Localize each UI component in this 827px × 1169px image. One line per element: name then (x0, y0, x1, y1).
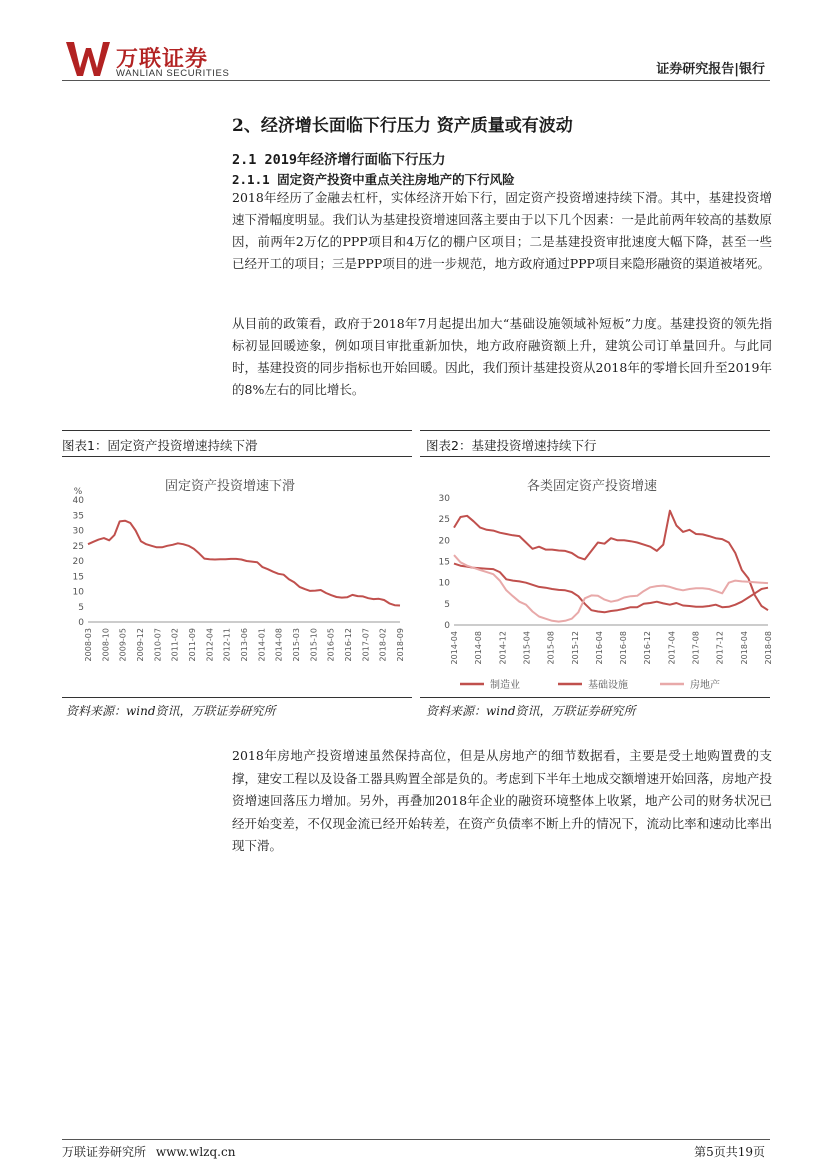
figure1-top-rule (62, 430, 412, 431)
y-tick-label: 5 (78, 602, 84, 613)
x-tick-label: 2014-12 (498, 631, 508, 665)
figure2-caption-rule (420, 456, 770, 457)
x-tick-label: 2017-07 (361, 628, 371, 662)
x-tick-label: 2011-02 (170, 628, 180, 662)
y-tick-label: 20 (72, 557, 84, 567)
footer-org (62, 1143, 235, 1160)
legend-label-基础设施: 基础设施 (588, 680, 628, 691)
figure1-bottom-rule (62, 697, 412, 698)
x-tick-label: 2009-05 (118, 628, 128, 662)
figure1-caption: 图表1：固定资产投资增速持续下滑 (62, 438, 258, 453)
x-tick-label: 2017-08 (691, 631, 701, 665)
report-type-label: 证券研究报告|银行 (656, 62, 765, 77)
x-tick-label: 2016-05 (326, 628, 336, 662)
figure1-source: 资料来源：wind资讯，万联证券研究所 (66, 704, 276, 718)
series-line-制造业 (454, 564, 768, 613)
figure1-caption-rule (62, 456, 412, 457)
figure2-bottom-rule (420, 697, 770, 698)
y-tick-label: 30 (72, 526, 84, 537)
logo-english-name: WANLIAN SECURITIES (116, 68, 230, 79)
x-tick-label: 2008-03 (84, 628, 93, 662)
y-axis-unit-label: % (73, 487, 83, 497)
y-tick-label: 30 (438, 494, 450, 504)
x-tick-label: 2014-08 (274, 628, 284, 662)
footer-website-link[interactable]: www.wlzq.cn (155, 1145, 236, 1159)
x-tick-label: 2012-04 (205, 628, 215, 662)
x-tick-label: 2009-12 (136, 628, 145, 662)
y-tick-label: 0 (78, 618, 84, 628)
x-tick-label: 2018-08 (764, 631, 773, 665)
series-line-main (88, 521, 400, 606)
chart1-title: 固定资产投资增速下滑 (165, 479, 296, 494)
body-paragraph-1: 2018年经历了金融去杠杆，实体经济开始下行，固定资产投资增速持续下滑。其中，基建投资增速下滑幅度明显。我们认为基建投资增速回落主要由于以下几个因素：一是此前两年较高的基数原因，前两年2万亿的PPP项目和4万亿的棚户区项目；二是基建投资审批速度大幅下降，甚至一些已经开工的项目；三是PPP项目的进一步规范，地方政府通过PPP项目来隐形融资的渠道被堵死。 (232, 190, 772, 271)
x-tick-label: 2011-09 (188, 628, 197, 662)
figure2-top-rule (420, 430, 770, 431)
x-tick-label: 2015-10 (309, 628, 319, 662)
x-tick-label: 2016-12 (643, 631, 653, 665)
figure2-source: 资料来源：wind资讯，万联证券研究所 (426, 704, 636, 718)
logo-chinese-name: 万联证券 (116, 47, 209, 72)
footer-page-number: 第5页共19页 (694, 1145, 765, 1159)
x-tick-label: 2014-04 (450, 631, 459, 665)
x-tick-label: 2014-01 (257, 628, 267, 662)
section-heading-2: 2.1 2019年经济增行面临下行压力 (232, 152, 446, 168)
x-tick-label: 2015-04 (522, 631, 532, 665)
legend-label-房地产: 房地产 (690, 680, 720, 691)
figure2-caption: 图表2：基建投资增速持续下行 (426, 438, 597, 453)
x-tick-label: 2013-06 (240, 628, 249, 662)
y-tick-label: 0 (444, 621, 450, 631)
footer-org-name: 万联证券研究所 (62, 1145, 147, 1159)
x-tick-label: 2008-10 (101, 628, 111, 662)
body-paragraph-3: 2018年房地产投资增速虽然保持高位，但是从房地产的细节数据看，主要是受土地购置费的支撑，建安工程以及设备工器具购置全部是负的。考虑到下半年土地成交额增速开始回落，房地产投资增速回落压力增加。另外，再叠加2018年企业的融资环境整体上收紧，地产公司的财务状况已经开始变差，不仅现金流已经开始转差，在资产负债率不断上升的情况下，流动比率和速动比率出现下滑。 (232, 748, 772, 853)
header-divider (62, 80, 770, 81)
section-heading-3: 2.1.1 固定资产投资中重点关注房地产的下行风险 (232, 172, 515, 187)
series-line-基础设施 (454, 511, 768, 611)
chart1-fixed-asset-investment (62, 484, 412, 696)
y-tick-label: 20 (438, 536, 450, 547)
x-tick-label: 2014-08 (474, 631, 484, 665)
x-tick-label: 2018-04 (739, 631, 749, 665)
x-tick-label: 2017-04 (667, 631, 677, 665)
y-tick-label: 25 (72, 541, 84, 552)
y-tick-label: 10 (72, 587, 84, 598)
y-tick-label: 15 (438, 557, 450, 568)
y-tick-label: 10 (438, 578, 450, 589)
x-tick-label: 2016-04 (594, 631, 604, 665)
x-tick-label: 2017-12 (715, 631, 725, 665)
body-paragraph-2: 从目前的政策看，政府于2018年7月起提出加大“基础设施领域补短板”力度。基建投资的领先指标初显回暖迹象，例如项目审批重新加快，地方政府融资额上升，建筑公司订单量回升。与此同时，基建投资的同步指标也开始回暖。因此，我们预计基建投资从2018年的零增长回升至2019年的8%左右的同比增长。 (232, 316, 773, 397)
chart2-investment-by-category (420, 484, 772, 696)
x-tick-label: 2012-11 (222, 628, 232, 662)
x-tick-label: 2010-07 (153, 628, 163, 662)
legend-label-制造业: 制造业 (490, 680, 520, 691)
y-tick-label: 35 (72, 511, 84, 522)
y-tick-label: 25 (438, 515, 450, 526)
x-tick-label: 2015-08 (546, 631, 556, 665)
x-tick-label: 2018-09 (396, 628, 405, 662)
footer-divider (62, 1139, 770, 1140)
section-heading-1: 2、经济增长面临下行压力 资产质量或有波动 (232, 116, 573, 136)
y-tick-label: 5 (444, 599, 450, 610)
y-tick-label: 15 (72, 572, 84, 583)
chart2-title: 各类固定资产投资增速 (527, 479, 658, 494)
y-tick-label: 40 (72, 496, 84, 506)
wanlian-logo-w-icon (66, 40, 110, 78)
x-tick-label: 2015-12 (570, 631, 580, 665)
x-tick-label: 2015-03 (292, 628, 301, 662)
x-tick-label: 2018-02 (378, 628, 388, 662)
x-tick-label: 2016-08 (619, 631, 629, 665)
x-tick-label: 2016-12 (344, 628, 353, 662)
